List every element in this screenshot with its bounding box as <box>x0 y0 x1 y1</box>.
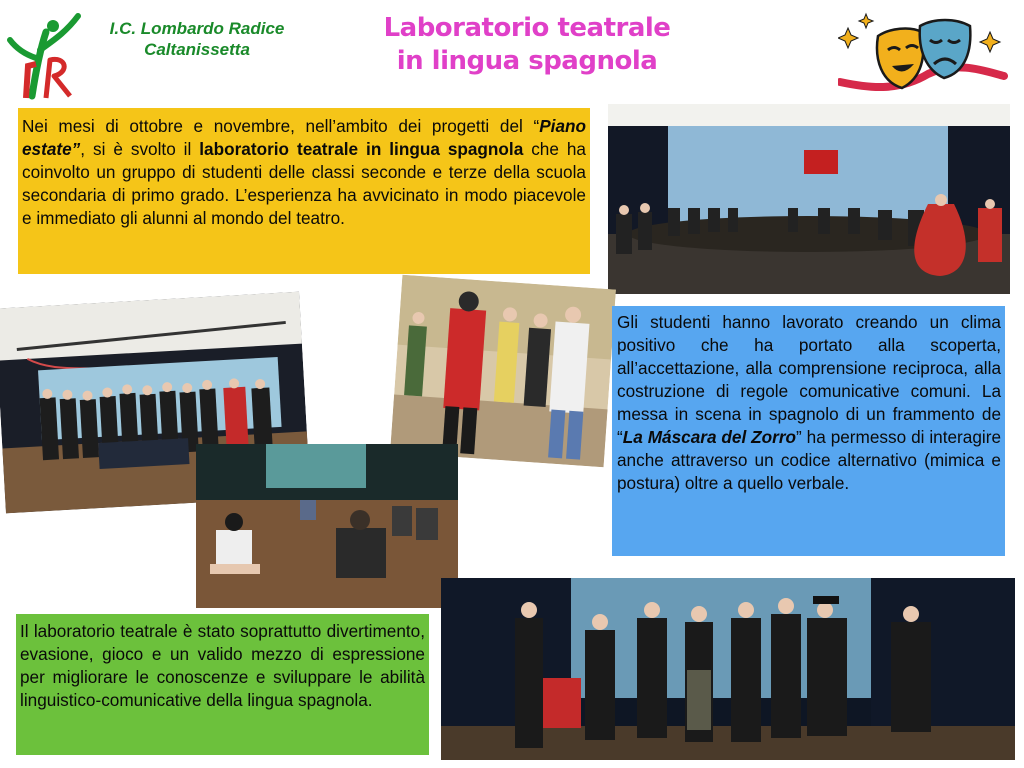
play-title: La Máscara del Zorro <box>622 427 797 447</box>
description-text-part: Gli studenti hanno lavorato creando un clima positivo che ha portato alla scoperta, all’accettazione, alla comprensione reciproca, alla costruzione di regole comunicative comuni. La messa in scena in spagnolo di un frammento de “ <box>617 312 1001 447</box>
workshop-name: laboratorio teatrale in lingua spagnola <box>199 139 524 159</box>
page-title-line2: in lingua spagnola <box>396 46 658 76</box>
photo-cast-on-stage <box>441 578 1015 760</box>
page-title <box>372 12 682 78</box>
photo-stage-circle <box>608 104 1010 294</box>
school-name <box>92 18 302 60</box>
intro-text-box <box>18 108 590 274</box>
theatre-masks-icon <box>838 12 1008 96</box>
page-title-line1: Laboratorio teatrale <box>383 13 671 43</box>
school-logo-icon <box>6 10 90 100</box>
intro-text-part: che ha coinvolto un gruppo di studenti delle classi seconde e terze della scuola secondaria di primo grado. L’esperienza ha avvicinato in modo piacevole e immediato gli alunni al mondo del teatro. <box>22 139 586 228</box>
description-text-box <box>612 306 1005 556</box>
intro-text-part: Nei mesi di ottobre e novembre, nell’ambito dei progetti del “ <box>22 116 540 136</box>
description-text-part: ” ha permesso di interagire anche attraverso un codice alternativo (mimica e postura) oltre a quello verbale. <box>617 427 1002 493</box>
photo-classroom-rehearsal <box>390 275 616 467</box>
project-name: Piano estate” <box>22 116 586 159</box>
school-name-line1: I.C. Lombardo Radice <box>109 19 285 38</box>
school-name-line2: Caltanissetta <box>144 40 250 59</box>
photo-floor-exercise <box>196 444 458 608</box>
intro-text-part: , si è svolto il <box>80 139 200 159</box>
conclusion-text-box <box>16 614 429 755</box>
conclusion-text: Il laboratorio teatrale è stato soprattutto divertimento, evasione, gioco e un valido mezzo di espressione per migliorare le conoscenze e sviluppare le abilità linguistico-comunicative della lingua spagnola. <box>20 621 425 710</box>
